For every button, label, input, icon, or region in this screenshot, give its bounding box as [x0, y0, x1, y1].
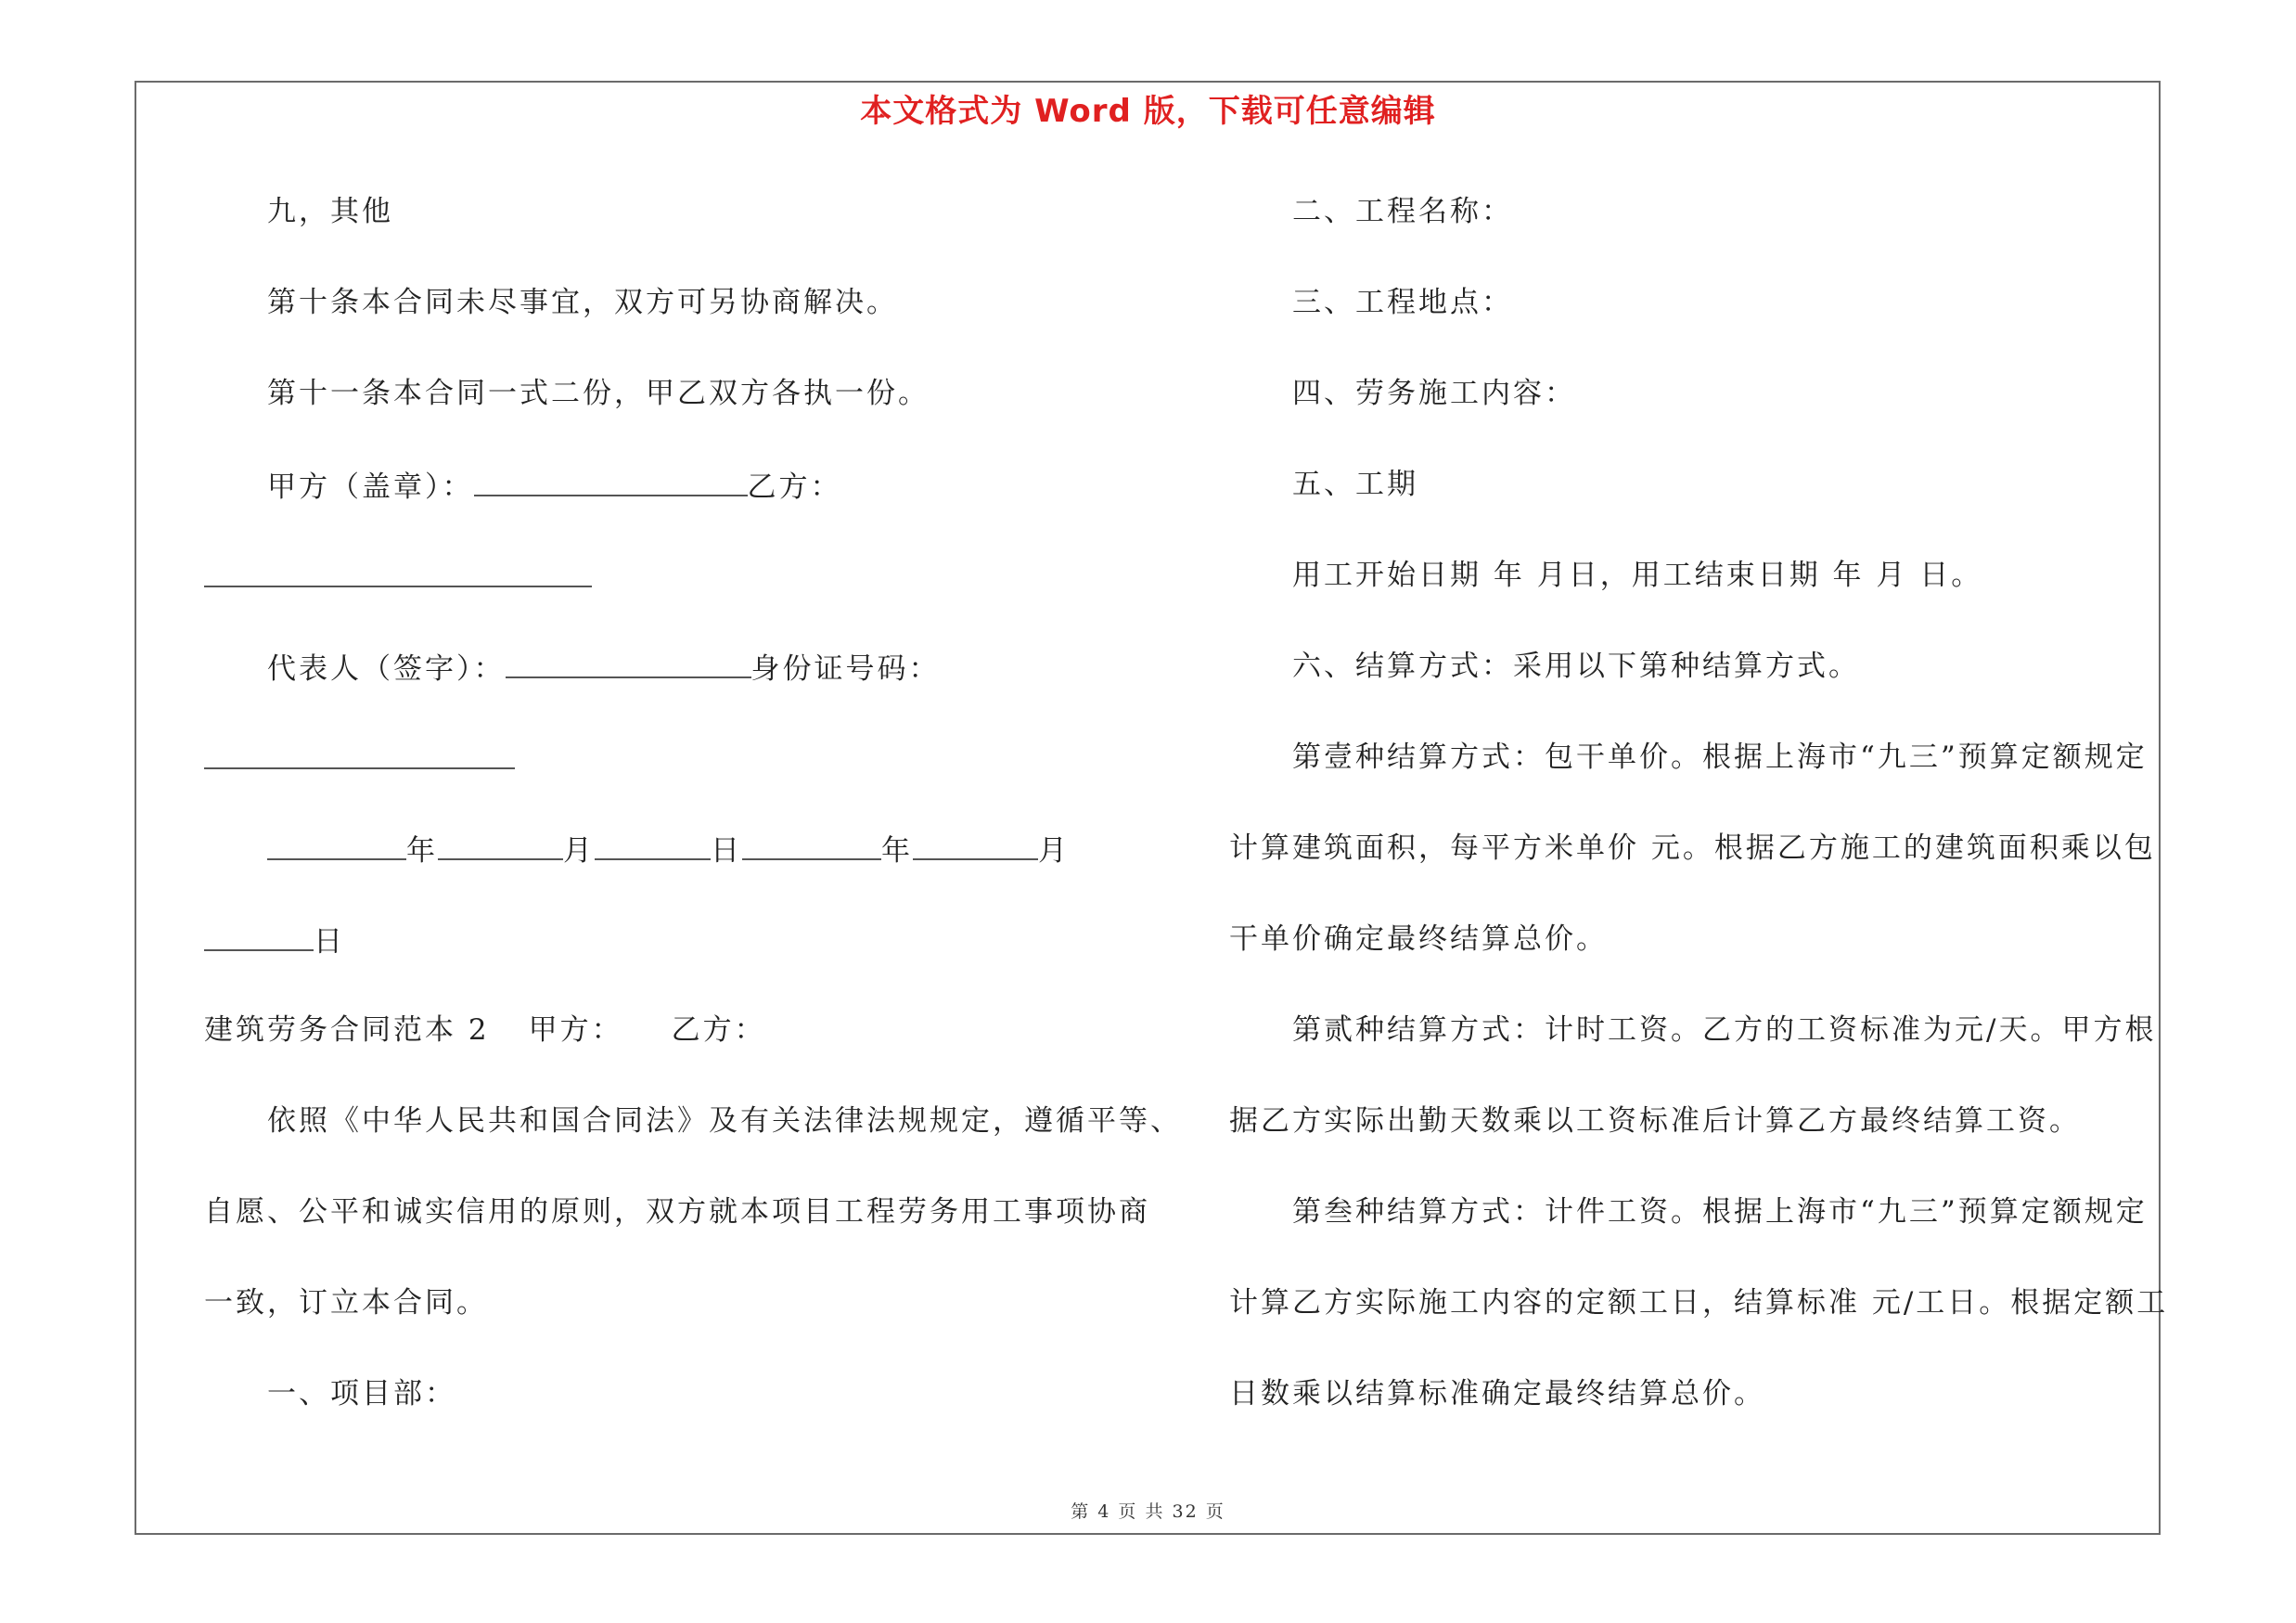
preamble-line-2: 自愿、公平和诚实信用的原则，双方就本项目工程劳务用工事项协商	[204, 1195, 1150, 1229]
month-blank-b	[913, 834, 1038, 860]
party-a-label: 甲方：	[528, 1013, 623, 1047]
method-two-line-1: 第贰种结算方式：计时工资。乙方的工资标准为元/天。甲方根	[1292, 1013, 2157, 1047]
year-label-b: 年	[881, 834, 913, 868]
year-label-a: 年	[406, 834, 438, 868]
contract-sample-title: 建筑劳务合同范本 2	[204, 1013, 490, 1047]
day-blank-a	[595, 834, 711, 860]
representative-blank	[506, 652, 751, 678]
page-number: 第 4 页 共 32 页	[1071, 1501, 1225, 1522]
party-b-label-2: 乙方：	[671, 1013, 766, 1047]
party-a-seal-label: 甲方（盖章）：	[267, 470, 474, 504]
representative-line	[267, 652, 941, 684]
method-one-line-3: 干单价确定最终结算总价。	[1229, 922, 1608, 956]
section-six-heading: 六、结算方式：采用以下第种结算方式。	[1292, 650, 1860, 683]
year-blank-a	[267, 834, 406, 860]
preamble-line-1: 依照《中华人民共和国合同法》及有关法律法规规定，遵循平等、	[267, 1104, 1182, 1138]
format-banner: 本文格式为 Word 版，下载可任意编辑	[860, 93, 1436, 130]
section-three-heading: 三、工程地点：	[1292, 286, 1513, 319]
month-label-b: 月	[1038, 834, 1070, 868]
id-number-blank-line	[204, 743, 515, 775]
preamble-line-3: 一致，订立本合同。	[204, 1286, 488, 1320]
day-label-b: 日	[314, 925, 345, 959]
method-three-line-1: 第叁种结算方式：计件工资。根据上海市“九三”预算定额规定	[1292, 1195, 2148, 1229]
section-nine-heading: 九，其他	[267, 195, 393, 228]
id-number-label: 身份证号码：	[750, 652, 941, 686]
method-three-line-3: 日数乘以结算标准确定最终结算总价。	[1229, 1377, 1765, 1410]
section-four-heading: 四、劳务施工内容：	[1292, 377, 1576, 410]
party-b-blank	[204, 561, 592, 587]
method-three-line-2: 计算乙方实际施工内容的定额工日，结算标准 元/工日。根据定额工	[1229, 1286, 2169, 1320]
month-blank-a	[438, 834, 563, 860]
article-eleven: 第十一条本合同一式二份，甲乙双方各执一份。	[267, 377, 930, 410]
section-two-heading: 二、工程名称：	[1292, 195, 1513, 228]
article-ten: 第十条本合同未尽事宜，双方可另协商解决。	[267, 286, 898, 319]
method-one-line-2: 计算建筑面积，每平方米单价 元。根据乙方施工的建筑面积乘以包	[1229, 831, 2156, 865]
year-blank-b	[742, 834, 881, 860]
id-number-blank	[204, 743, 515, 769]
month-label-a: 月	[563, 834, 595, 868]
method-two-line-2: 据乙方实际出勤天数乘以工资标准后计算乙方最终结算工资。	[1229, 1104, 2081, 1138]
contract-sample-title-line	[204, 1013, 766, 1047]
representative-label: 代表人（签字）：	[267, 652, 506, 686]
section-five-heading: 五、工期	[1292, 468, 1418, 501]
day-label-a: 日	[711, 834, 742, 868]
party-b-label: 乙方：	[747, 470, 842, 504]
party-a-blank	[474, 470, 748, 496]
day-blank-b	[204, 925, 314, 951]
work-period-line: 用工开始日期 年 月日，用工结束日期 年 月 日。	[1292, 559, 1983, 592]
date-line	[267, 834, 1070, 866]
party-a-seal-line	[267, 470, 842, 502]
party-b-blank-line	[204, 561, 592, 593]
day-line-b	[204, 925, 345, 957]
method-one-line-1: 第壹种结算方式：包干单价。根据上海市“九三”预算定额规定	[1292, 741, 2148, 774]
section-one-heading: 一、项目部：	[267, 1377, 456, 1410]
